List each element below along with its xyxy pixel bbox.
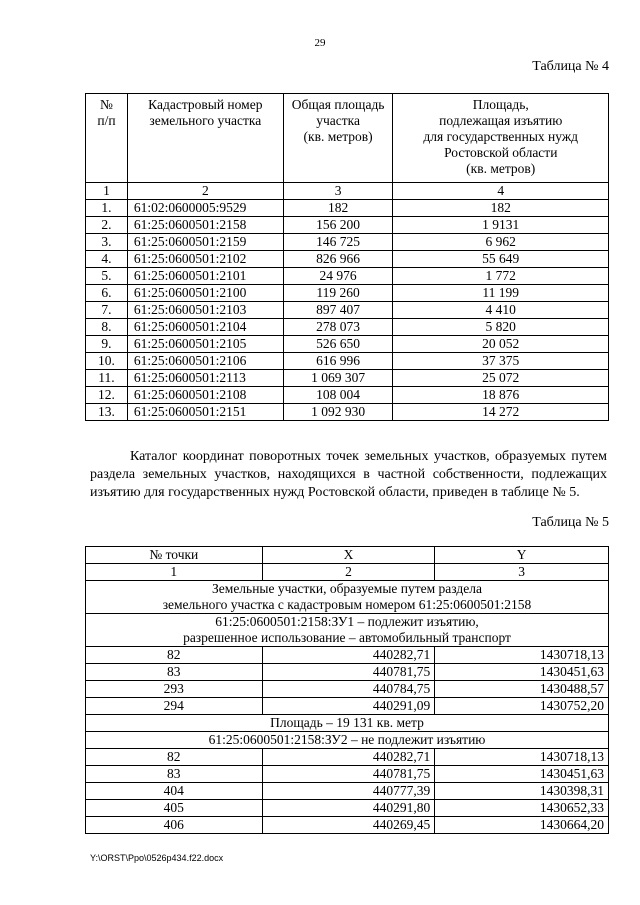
point-number: 404 xyxy=(86,783,263,800)
row-number: 5. xyxy=(86,268,128,285)
table-row xyxy=(86,319,609,336)
table-row xyxy=(86,698,609,715)
table-row xyxy=(86,336,609,353)
header-line: (кв. метров) xyxy=(303,129,373,144)
group-title-row xyxy=(86,614,609,647)
y-coordinate: 1430451,63 xyxy=(435,664,609,681)
column-numbers-row xyxy=(86,564,609,581)
total-area: 1 092 930 xyxy=(283,404,393,421)
header-line: земельного участка xyxy=(149,113,262,128)
table-row xyxy=(86,353,609,370)
table-row xyxy=(86,404,609,421)
group1-title xyxy=(86,614,609,647)
table-row xyxy=(86,251,609,268)
total-area: 526 650 xyxy=(283,336,393,353)
header-line: Ростовской области xyxy=(444,145,558,160)
point-number: 83 xyxy=(86,766,263,783)
seized-area: 37 375 xyxy=(393,353,609,370)
point-number: 294 xyxy=(86,698,263,715)
footer-file-path: Y:\ORST\Ppo\0526p434.f22.docx xyxy=(90,853,224,863)
header-y: Y xyxy=(435,547,609,564)
table-row xyxy=(86,800,609,817)
table-row xyxy=(86,681,609,698)
row-number: 13. xyxy=(86,404,128,421)
header-line: п/п xyxy=(97,113,116,128)
section-title xyxy=(86,581,609,614)
total-area: 182 xyxy=(283,200,393,217)
cadastral-number: 61:25:0600501:2101 xyxy=(127,268,283,285)
cadastral-number: 61:25:0600501:2102 xyxy=(127,251,283,268)
cadastral-number: 61:25:0600501:2159 xyxy=(127,234,283,251)
table-4-caption: Таблица № 4 xyxy=(532,59,609,74)
column-number: 1 xyxy=(86,183,128,200)
cadastral-number: 61:25:0600501:2158 xyxy=(127,217,283,234)
total-area: 826 966 xyxy=(283,251,393,268)
row-number: 7. xyxy=(86,302,128,319)
header-line: для государственных нужд xyxy=(423,129,579,144)
cadastral-number: 61:25:0600501:2113 xyxy=(127,370,283,387)
point-number: 293 xyxy=(86,681,263,698)
row-number: 6. xyxy=(86,285,128,302)
total-area: 897 407 xyxy=(283,302,393,319)
group-title-row xyxy=(86,732,609,749)
header-line: Общая площадь xyxy=(291,97,385,112)
seized-area: 25 072 xyxy=(393,370,609,387)
column-number: 2 xyxy=(262,564,435,581)
paragraph-text: Каталог координат поворотных точек земельных участков, образуемых путем раздела земельных участков, находящихся в частной собственности, подлежащих изъятию для государственных нужд Ростовской области, приведен в таблице № 5. xyxy=(90,449,607,500)
seized-area: 18 876 xyxy=(393,387,609,404)
point-number: 405 xyxy=(86,800,263,817)
y-coordinate: 1430718,13 xyxy=(435,749,609,766)
section-title-line: Земельные участки, образуемые путем раздела xyxy=(212,581,482,596)
table-5-caption: Таблица № 5 xyxy=(532,515,609,530)
row-number: 12. xyxy=(86,387,128,404)
row-number: 3. xyxy=(86,234,128,251)
cadastral-number: 61:25:0600501:2103 xyxy=(127,302,283,319)
table-row xyxy=(86,817,609,834)
y-coordinate: 1430652,33 xyxy=(435,800,609,817)
land-plots-table xyxy=(85,93,609,421)
group-title-line: 61:25:0600501:2158:ЗУ1 – подлежит изъятию, xyxy=(215,614,479,629)
seized-area: 4 410 xyxy=(393,302,609,319)
total-area: 146 725 xyxy=(283,234,393,251)
table-row xyxy=(86,200,609,217)
column-number: 3 xyxy=(435,564,609,581)
row-number: 10. xyxy=(86,353,128,370)
total-area: 278 073 xyxy=(283,319,393,336)
x-coordinate: 440269,45 xyxy=(262,817,435,834)
seized-area: 14 272 xyxy=(393,404,609,421)
y-coordinate: 1430752,20 xyxy=(435,698,609,715)
seized-area: 55 649 xyxy=(393,251,609,268)
total-area: 616 996 xyxy=(283,353,393,370)
x-coordinate: 440781,75 xyxy=(262,664,435,681)
table-row xyxy=(86,217,609,234)
x-coordinate: 440784,75 xyxy=(262,681,435,698)
row-number: 9. xyxy=(86,336,128,353)
page-number: 29 xyxy=(314,37,326,49)
column-number: 3 xyxy=(283,183,393,200)
x-coordinate: 440291,80 xyxy=(262,800,435,817)
table-row xyxy=(86,387,609,404)
column-number: 4 xyxy=(393,183,609,200)
table-header-row xyxy=(86,94,609,183)
coordinates-table xyxy=(85,546,609,834)
table-header-row xyxy=(86,547,609,564)
header-seized-area xyxy=(393,94,609,183)
point-number: 82 xyxy=(86,647,263,664)
table-row xyxy=(86,370,609,387)
x-coordinate: 440282,71 xyxy=(262,749,435,766)
section-title-row xyxy=(86,581,609,614)
cadastral-number: 61:02:0600005:9529 xyxy=(127,200,283,217)
row-number: 4. xyxy=(86,251,128,268)
header-line: (кв. метров) xyxy=(466,161,536,176)
column-number: 1 xyxy=(86,564,263,581)
cadastral-number: 61:25:0600501:2104 xyxy=(127,319,283,336)
header-x: X xyxy=(262,547,435,564)
header-total-area xyxy=(283,94,393,183)
y-coordinate: 1430488,57 xyxy=(435,681,609,698)
table-row xyxy=(86,664,609,681)
table-row xyxy=(86,647,609,664)
table-row xyxy=(86,234,609,251)
x-coordinate: 440781,75 xyxy=(262,766,435,783)
cadastral-number: 61:25:0600501:2106 xyxy=(127,353,283,370)
y-coordinate: 1430451,63 xyxy=(435,766,609,783)
seized-area: 1 9131 xyxy=(393,217,609,234)
group2-title: 61:25:0600501:2158:ЗУ2 – не подлежит изъятию xyxy=(86,732,609,749)
point-number: 83 xyxy=(86,664,263,681)
table-row xyxy=(86,749,609,766)
column-numbers-row xyxy=(86,183,609,200)
header-point-number: № точки xyxy=(86,547,263,564)
area-line: Площадь – 19 131 кв. метр xyxy=(86,715,609,732)
total-area: 24 976 xyxy=(283,268,393,285)
seized-area: 182 xyxy=(393,200,609,217)
y-coordinate: 1430398,31 xyxy=(435,783,609,800)
header-line: Площадь, xyxy=(472,97,529,112)
group-title-line: разрешенное использование – автомобильный транспорт xyxy=(183,630,511,645)
catalog-paragraph xyxy=(90,448,607,502)
y-coordinate: 1430718,13 xyxy=(435,647,609,664)
header-line: подлежащая изъятию xyxy=(439,113,563,128)
table-row xyxy=(86,783,609,800)
y-coordinate: 1430664,20 xyxy=(435,817,609,834)
header-line: № xyxy=(100,97,113,112)
column-number: 2 xyxy=(127,183,283,200)
row-number: 1. xyxy=(86,200,128,217)
total-area: 156 200 xyxy=(283,217,393,234)
point-number: 82 xyxy=(86,749,263,766)
total-area: 119 260 xyxy=(283,285,393,302)
x-coordinate: 440291,09 xyxy=(262,698,435,715)
area-row xyxy=(86,715,609,732)
point-number: 406 xyxy=(86,817,263,834)
cadastral-number: 61:25:0600501:2100 xyxy=(127,285,283,302)
seized-area: 20 052 xyxy=(393,336,609,353)
header-line: участка xyxy=(316,113,360,128)
section-title-line: земельного участка с кадастровым номером 61:25:0600501:2158 xyxy=(162,597,532,612)
table-row xyxy=(86,302,609,319)
row-number: 2. xyxy=(86,217,128,234)
header-number xyxy=(86,94,128,183)
x-coordinate: 440777,39 xyxy=(262,783,435,800)
total-area: 108 004 xyxy=(283,387,393,404)
seized-area: 11 199 xyxy=(393,285,609,302)
table-row xyxy=(86,285,609,302)
header-cadastral xyxy=(127,94,283,183)
x-coordinate: 440282,71 xyxy=(262,647,435,664)
seized-area: 5 820 xyxy=(393,319,609,336)
total-area: 1 069 307 xyxy=(283,370,393,387)
cadastral-number: 61:25:0600501:2108 xyxy=(127,387,283,404)
cadastral-number: 61:25:0600501:2151 xyxy=(127,404,283,421)
table-row xyxy=(86,268,609,285)
seized-area: 6 962 xyxy=(393,234,609,251)
row-number: 8. xyxy=(86,319,128,336)
table-row xyxy=(86,766,609,783)
cadastral-number: 61:25:0600501:2105 xyxy=(127,336,283,353)
seized-area: 1 772 xyxy=(393,268,609,285)
header-line: Кадастровый номер xyxy=(148,97,263,112)
row-number: 11. xyxy=(86,370,128,387)
